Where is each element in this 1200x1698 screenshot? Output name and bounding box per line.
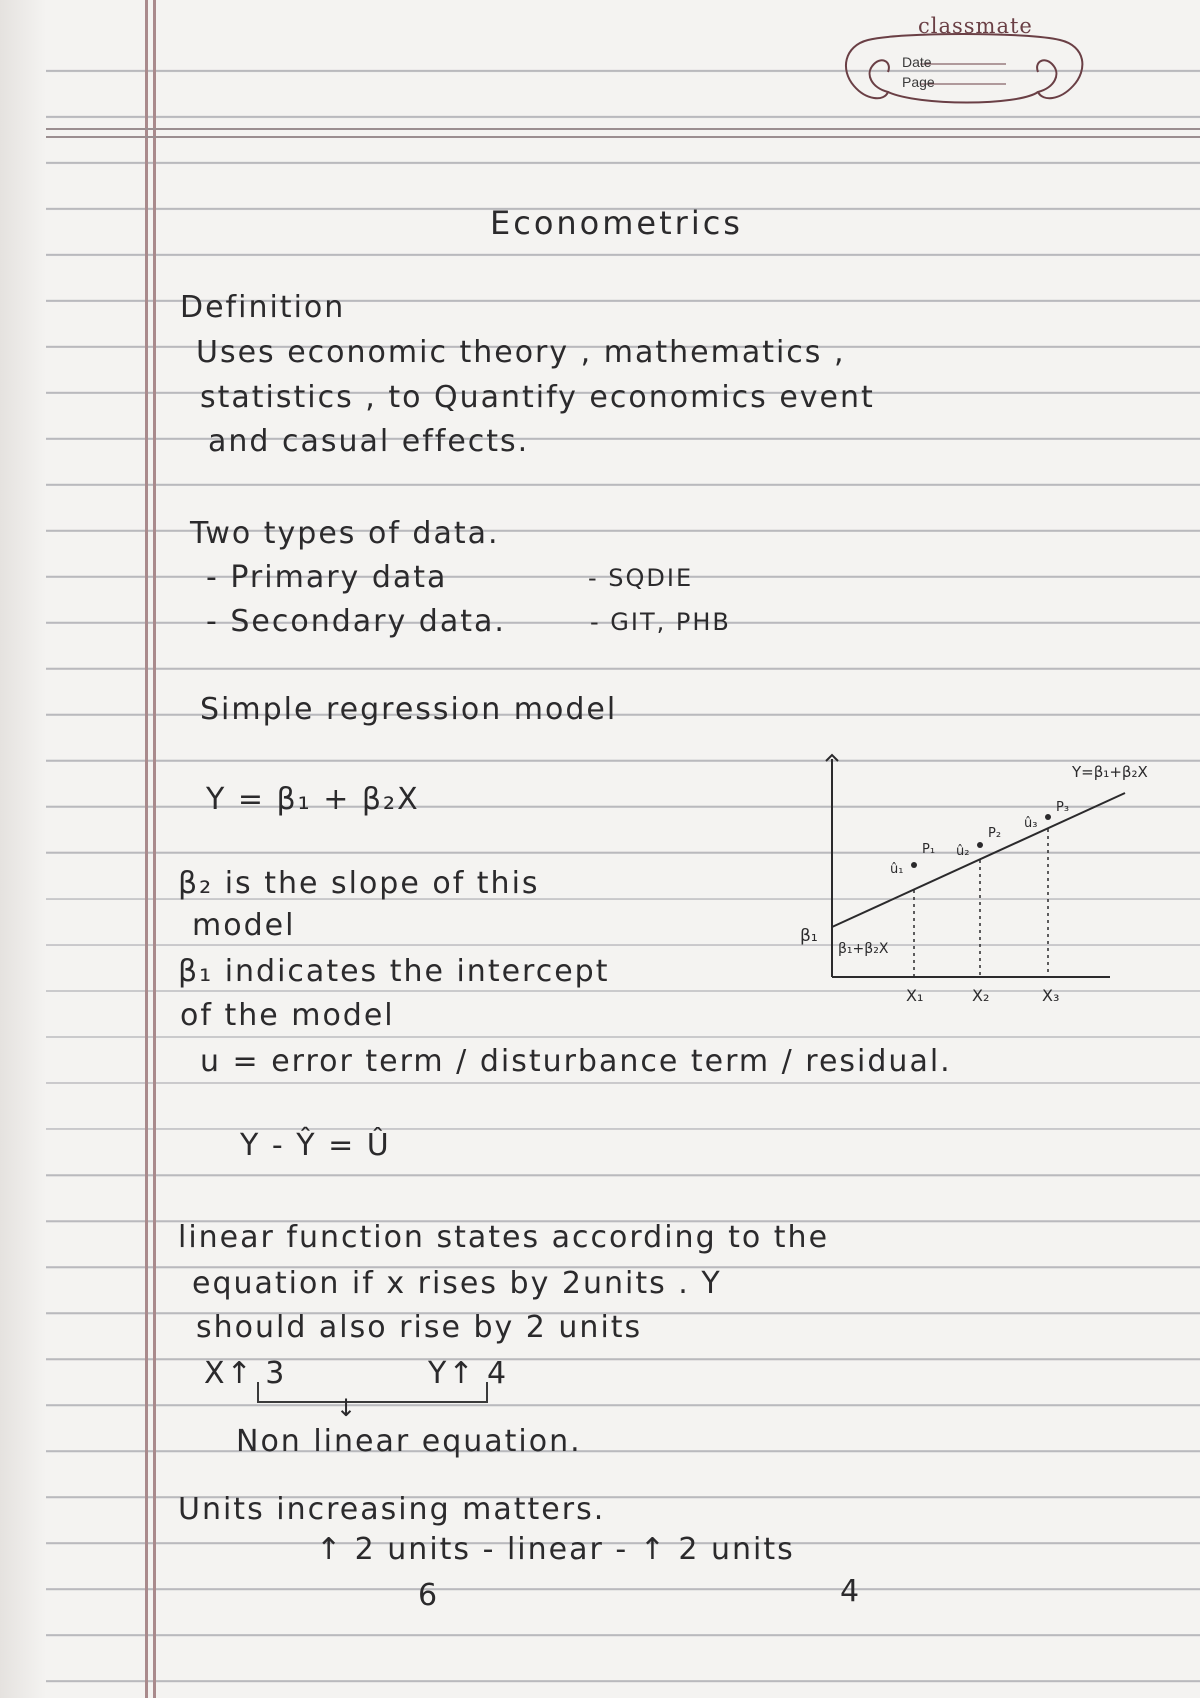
primary-data: - Primary data — [206, 560, 448, 595]
regression-sketch — [780, 745, 1148, 1035]
page-title: Econometrics — [490, 204, 743, 242]
linear-note: should also rise by 2 units — [196, 1310, 643, 1345]
data-point — [1045, 814, 1051, 820]
date-label: Date — [902, 54, 932, 70]
x-change: X↑ 3 — [204, 1356, 287, 1391]
nonlinear-note: Non linear equation. — [236, 1424, 582, 1459]
secondary-data: - Secondary data. — [206, 604, 506, 639]
y-change: Y↑ 4 — [428, 1356, 509, 1391]
data-point — [911, 862, 917, 868]
brand-logo: classmate — [918, 14, 1033, 38]
intercept-note: β₁ indicates the intercept — [178, 954, 610, 989]
residual-label: û₂ — [956, 844, 970, 859]
header-rule — [46, 128, 1200, 130]
data-types-heading: Two types of data. — [190, 516, 500, 551]
point-label: P₁ — [922, 842, 936, 857]
definition-line: Uses economic theory , mathematics , — [196, 335, 846, 370]
residual-label: û₃ — [1024, 816, 1038, 831]
binding-shadow — [0, 0, 46, 1698]
header-rule — [46, 136, 1200, 138]
units-right-value: 4 — [840, 1574, 862, 1609]
definition-line: and casual effects. — [208, 424, 530, 459]
x-label: X₂ — [972, 986, 990, 1005]
bracket — [255, 1380, 495, 1410]
regression-heading: Simple regression model — [200, 692, 618, 727]
intercept-label: β₁ — [800, 926, 818, 946]
definition-heading: Definition — [180, 290, 346, 325]
secondary-data-example: - GIT, PHB — [590, 608, 731, 636]
intercept-note: of the model — [180, 998, 395, 1033]
data-point — [977, 842, 983, 848]
error-term-note: u = error term / disturbance term / residual. — [200, 1044, 952, 1079]
regression-line — [832, 793, 1125, 927]
units-left-value: 6 — [418, 1578, 440, 1613]
linear-note: linear function states according to the — [178, 1220, 830, 1255]
residual-label: û₁ — [890, 862, 904, 877]
residual-equation: Y - Ŷ = Û — [240, 1128, 391, 1163]
line-label: Y=β₁+β₂X — [1072, 763, 1148, 781]
definition-line: statistics , to Quantify economics event — [200, 380, 875, 415]
date-page-stamp — [838, 30, 1088, 112]
line-start-label: β₁+β₂X — [838, 941, 889, 957]
margin-line — [153, 0, 156, 1698]
down-arrow: ↓ — [336, 1394, 359, 1422]
x-label: X₁ — [906, 986, 924, 1005]
units-line: ↑ 2 units - linear - ↑ 2 units — [316, 1532, 795, 1567]
regression-equation: Y = β₁ + β₂X — [206, 782, 420, 817]
linear-note: equation if x rises by 2units . Y — [192, 1266, 722, 1301]
page-label: Page — [902, 74, 935, 90]
slope-note: β₂ is the slope of this — [178, 866, 540, 901]
units-heading: Units increasing matters. — [178, 1492, 606, 1527]
slope-note: model — [192, 908, 296, 943]
primary-data-example: - SQDIE — [588, 564, 694, 592]
point-label: P₂ — [988, 826, 1002, 841]
point-label: P₃ — [1056, 800, 1070, 815]
x-label: X₃ — [1042, 986, 1060, 1005]
margin-line — [145, 0, 148, 1698]
